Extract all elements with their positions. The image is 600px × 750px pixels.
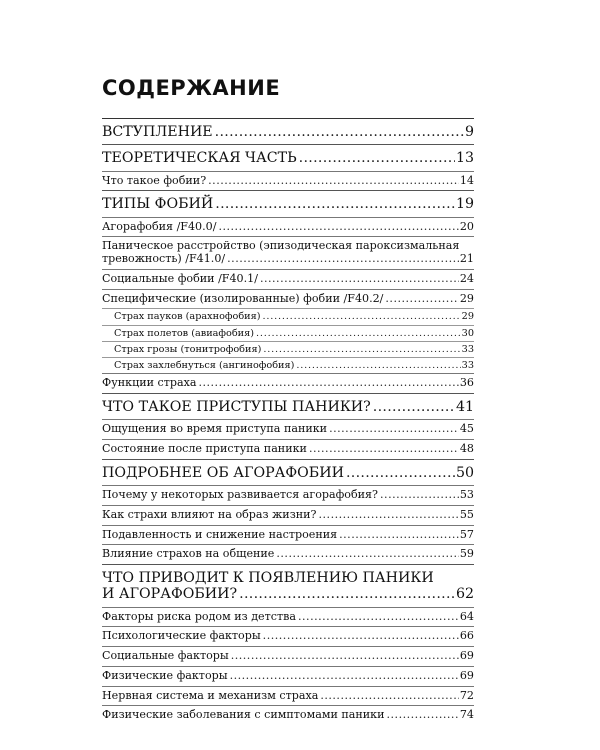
toc-entry-title: тревожность) /F41.0/ [102,252,226,266]
dot-leader [309,443,459,456]
toc-entry-page: 9 [464,124,474,140]
toc-entry-page: 36 [459,376,474,390]
toc-entry-title: Специфические (изолированные) фобии /F40.2/ [102,291,384,305]
page-title: СОДЕРЖАНИЕ [102,76,281,100]
toc-entry-page: 53 [459,488,474,502]
dot-leader [385,293,458,306]
toc-entry [102,118,474,144]
dot-leader [230,670,459,683]
toc-entry-page: 41 [455,398,474,415]
toc-entry [102,705,474,725]
toc-entry [102,626,474,646]
toc-entry-page: 74 [459,708,474,722]
toc-entry [102,686,474,706]
toc-entry-page: 33 [461,343,474,355]
toc-entry-page: 69 [459,649,474,663]
dot-leader [296,360,460,371]
toc-entry-page: 45 [459,422,474,436]
toc-entry-title: ВСТУПЛЕНИЕ [102,124,213,140]
toc-entry [102,459,474,485]
toc-entry-title: Факторы риска родом из детства [102,609,296,623]
dot-leader [263,311,461,322]
dot-leader [346,465,455,481]
toc-entry [102,646,474,666]
toc-entry-page: 33 [461,359,474,371]
toc-entry-page: 29 [461,311,474,323]
dot-leader [263,344,460,355]
toc-entry [102,269,474,289]
toc-entry-title: ТЕОРЕТИЧЕСКАЯ ЧАСТЬ [102,150,297,167]
dot-leader [276,548,459,561]
toc-entry-page: 20 [459,219,474,233]
toc-entry [102,357,474,373]
dot-leader [215,124,464,140]
toc-entry-page: 14 [459,173,474,187]
dot-leader [260,273,459,286]
toc-entry-page: 21 [459,252,474,266]
toc-entry-title-line1: Паническое расстройство (эпизодическая пароксизмальная [102,239,460,253]
dot-leader [298,611,459,624]
toc-entry-page: 57 [459,527,474,541]
dot-leader [387,709,459,722]
dot-leader [239,586,455,602]
toc-entry-page: 64 [459,609,474,623]
dot-leader [256,328,461,339]
toc-entry [102,544,474,564]
toc-entry-title: ЧТО ТАКОЕ ПРИСТУПЫ ПАНИКИ? [102,398,371,415]
toc-entry [102,144,474,170]
toc-entry [102,190,474,216]
toc-entry-title: Физические факторы [102,668,228,682]
toc-entry-title: Социальные факторы [102,649,229,663]
dot-leader [339,529,459,542]
toc-entry-line2 [102,253,474,266]
toc-entry-title: Состояние после приступа паники [102,441,307,455]
toc-entry-page: 30 [461,327,474,339]
toc-entry-title: Нервная система и механизм страха [102,688,319,702]
toc-entry [102,289,474,309]
toc-entry-page: 55 [459,507,474,521]
dot-leader [320,690,459,703]
toc-entry-title: Страх пауков (арахнофобия) [114,311,261,323]
toc-entry-page: 24 [459,271,474,285]
toc-entry [102,325,474,341]
toc-entry-title: Влияние страхов на общение [102,547,275,561]
toc-entry-title: И АГОРАФОБИИ? [102,586,238,603]
dot-leader [231,650,459,663]
dot-leader [198,377,458,390]
dot-leader [299,150,455,166]
toc-entry [102,171,474,191]
toc-entry-title: Страх захлебнуться (ангинофобия) [114,359,295,371]
toc-entry-page: 19 [455,196,474,213]
toc-entry-page: 13 [455,150,474,167]
toc-entry [102,525,474,545]
toc-entry-title: Почему у некоторых развивается агорафобия? [102,488,379,502]
toc-entry-title: Психологические факторы [102,629,261,643]
toc-entry [102,485,474,505]
toc-entry [102,564,474,607]
toc-entry-title: Подавленность и снижение настроения [102,527,338,541]
toc-entry-title: ТИПЫ ФОБИЙ [102,196,214,213]
toc-entry-title: Ощущения во время приступа паники [102,422,328,436]
dot-leader [318,509,458,522]
table-of-contents [102,118,474,725]
toc-entry-page: 48 [459,441,474,455]
toc-entry [102,439,474,459]
toc-entry [102,308,474,324]
toc-entry [102,419,474,439]
toc-entry [102,373,474,393]
toc-entry-title-line1: ЧТО ПРИВОДИТ К ПОЯВЛЕНИЮ ПАНИКИ [102,570,434,587]
toc-entry [102,341,474,357]
toc-entry-page: 62 [455,586,474,603]
toc-entry-title: Страх полетов (авиафобия) [114,327,255,339]
dot-leader [263,630,459,643]
toc-entry-title: Физические заболевания с симптомами паники [102,708,385,722]
dot-leader [373,399,455,415]
dot-leader [208,175,459,188]
toc-entry-title: Страх грозы (тонитрофобия) [114,343,262,355]
dot-leader [380,489,459,502]
dot-leader [329,423,459,436]
dot-leader [227,253,459,266]
toc-entry [102,393,474,419]
toc-entry [102,607,474,627]
toc-entry-page: 69 [459,668,474,682]
toc-entry-title: Социальные фобии /F40.1/ [102,271,258,285]
toc-entry-title: ПОДРОБНЕЕ ОБ АГОРАФОБИИ [102,464,344,481]
toc-entry-page: 66 [459,629,474,643]
toc-entry-title: Агорафобия /F40.0/ [102,219,217,233]
toc-entry [102,217,474,237]
toc-entry-page: 72 [459,688,474,702]
toc-entry-title: Функции страха [102,376,197,390]
toc-entry-page: 59 [459,547,474,561]
dot-leader [215,196,455,212]
toc-entry [102,666,474,686]
toc-entry [102,505,474,525]
dot-leader [218,221,458,234]
toc-entry-title: Что такое фобии? [102,173,207,187]
toc-entry-line2 [102,586,474,602]
toc-entry-page: 29 [459,291,474,305]
toc-entry-title: Как страхи влияют на образ жизни? [102,507,317,521]
toc-entry [102,236,474,269]
toc-entry-page: 50 [455,464,474,481]
